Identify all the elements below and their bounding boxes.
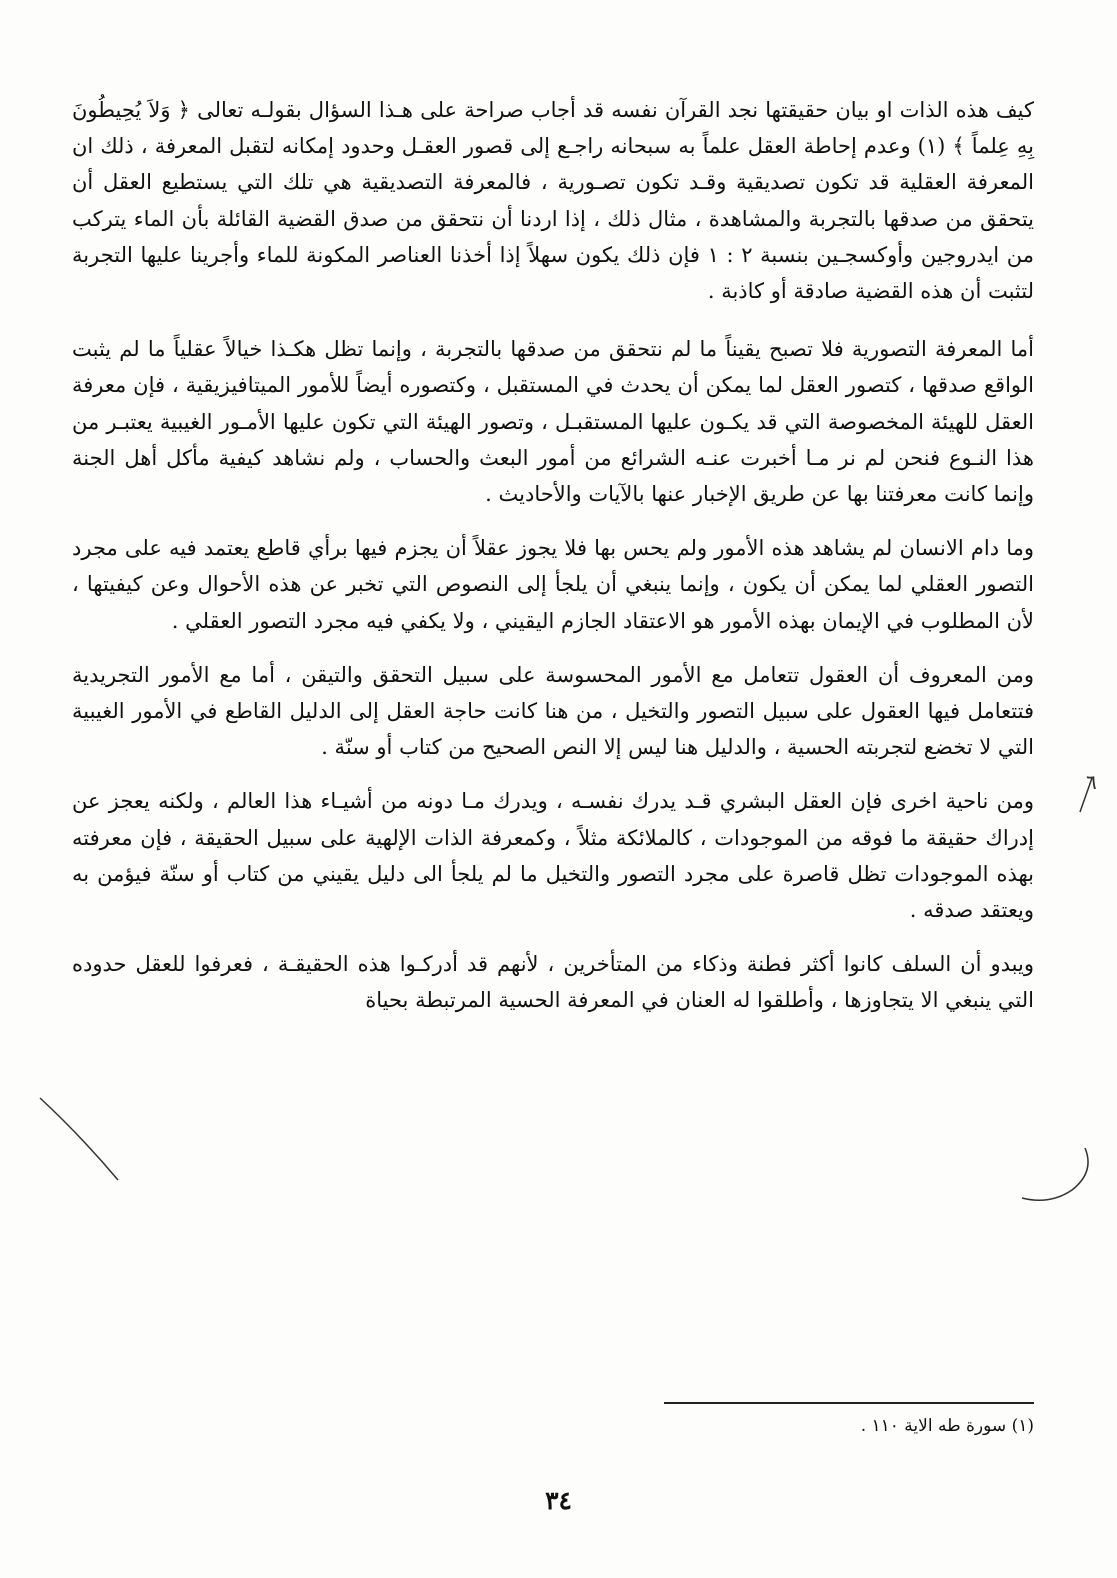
paragraph-5: ومن ناحية اخرى فإن العقل البشري قـد يدرك نفسـه ، ويدرك مـا دونه من أشيـاء هذا العالم ، ولكنه يعجز عن إدراك حقيقة ما فوقه من الموجودات ، كالملائكة مثلاً ، وكمعرفة الذات الإلهية على سبيل الحقيقة ، فإن معرفته بهذه الموجودات تظل قاصرة على مجرد التصور والتخيل ما لم يلجأ الى دليل يقيني من كتاب أو سنّة فيؤمن به ويعتقد صدقه . (72, 789, 1034, 923)
pen-stroke-diagonal (40, 1098, 118, 1180)
page-number: ٣٤ (545, 1486, 572, 1515)
footnote: (١) سورة طه الاية ١١٠ . (860, 1416, 1034, 1436)
paragraph-6: ويبدو أن السلف كانوا أكثر فطنة وذكاء من المتأخرين ، لأنهم قد أدركـوا هذه الحقيقـة ، فعرفوا للعقل حدوده التي ينبغي الا يتجاوزها ، وأطلقوا له العنان في المعرفة الحسية المرتبطة بحياة (72, 952, 1034, 1013)
paragraph-2: أما المعرفة التصورية فلا تصبح يقيناً ما لم نتحقق من صدقها بالتجربة ، وإنما تظل هكـذا خيالاً عقلياً ما لم يثبت الواقع صدقها ، كتصور العقل لما يمكن أن يحدث في المستقبل ، وكتصوره أيضاً للأمور الميتافيزيقية ، فإن معرفة العقل للهيئة المخصوصة التي قد يكـون عليها المستقبـل ، وتصور الهيئة التي تكون عليها الأمـور الغيبية يعتبـر من هذا النـوع فنحن لم نر مـا أخبرت عنـه الشرائع من أمور البعث والحساب ، ولم نشاهد كيفية مأكل أهل الجنة وإنما كانت معرفتنا بها عن طريق الإخبار عنها بالآيات والأحاديث . (72, 337, 1034, 507)
page-body (72, 92, 1034, 1037)
footnote-divider (664, 1402, 1034, 1404)
paragraph-1: كيف هذه الذات او بيان حقيقتها نجد القرآن نفسه قد أجاب صراحة على هـذا السؤال بقولـه تعالى ﴿ وَلاَ يُحِيطُونَ بِهِ عِلماً ﴾ (١) وعدم إحاطة العقل علماً به سبحانه راجـع إلى قصور العقـل وحدود إمكانه لتقبل المعرفة ، ذلك ان المعرفة العقلية قد تكون تصديقية وقـد تكون تصـورية ، فالمعرفة التصديقية هي تلك التي يستطيع العقل أن يتحقق من صدقها بالتجربة والمشاهدة ، مثال ذلك ، إذا اردنا أن نتحقق من صدق القضية القائلة بأن الماء يتركب من ايدروجين وأوكسجـين بنسبة ٢ : ١ فإن ذلك يكون سهلاً إذا أخذنا العناصر المكونة للماء وأجرينا عليها التجربة لتثبت أن هذه القضية صادقة أو كاذبة . (72, 98, 1034, 304)
pen-stroke-curve (1022, 1148, 1088, 1200)
paragraph-4: ومن المعروف أن العقول تتعامل مع الأمور المحسوسة على سبيل التحقق والتيقن ، أما مع الأمور التجريدية فتتعامل فيها العقول على سبيل التصور والتخيل ، من هنا كانت حاجة العقل إلى الدليل القاطع في الأمور الغيبية التي لا تخضع لتجربته الحسية ، والدليل هنا ليس إلا النص الصحيح من كتاب أو سنّة . (72, 662, 1034, 760)
margin-note: ٦ (1086, 770, 1097, 794)
paragraph-3: وما دام الانسان لم يشاهد هذه الأمور ولم يحس بها فلا يجوز عقلاً أن يجزم فيها برأي قاطع يعتمد فيه على مجرد التصور العقلي لما يمكن أن يكون ، وإنما ينبغي أن يلجأ إلى النصوص التي تخبر عن هذه الأحوال وعن كيفيتها ، لأن المطلوب في الإيمان بهذه الأمور هو الاعتقاد الجازم اليقيني ، ولا يكفي فيه مجرد التصور العقلي . (72, 536, 1034, 633)
